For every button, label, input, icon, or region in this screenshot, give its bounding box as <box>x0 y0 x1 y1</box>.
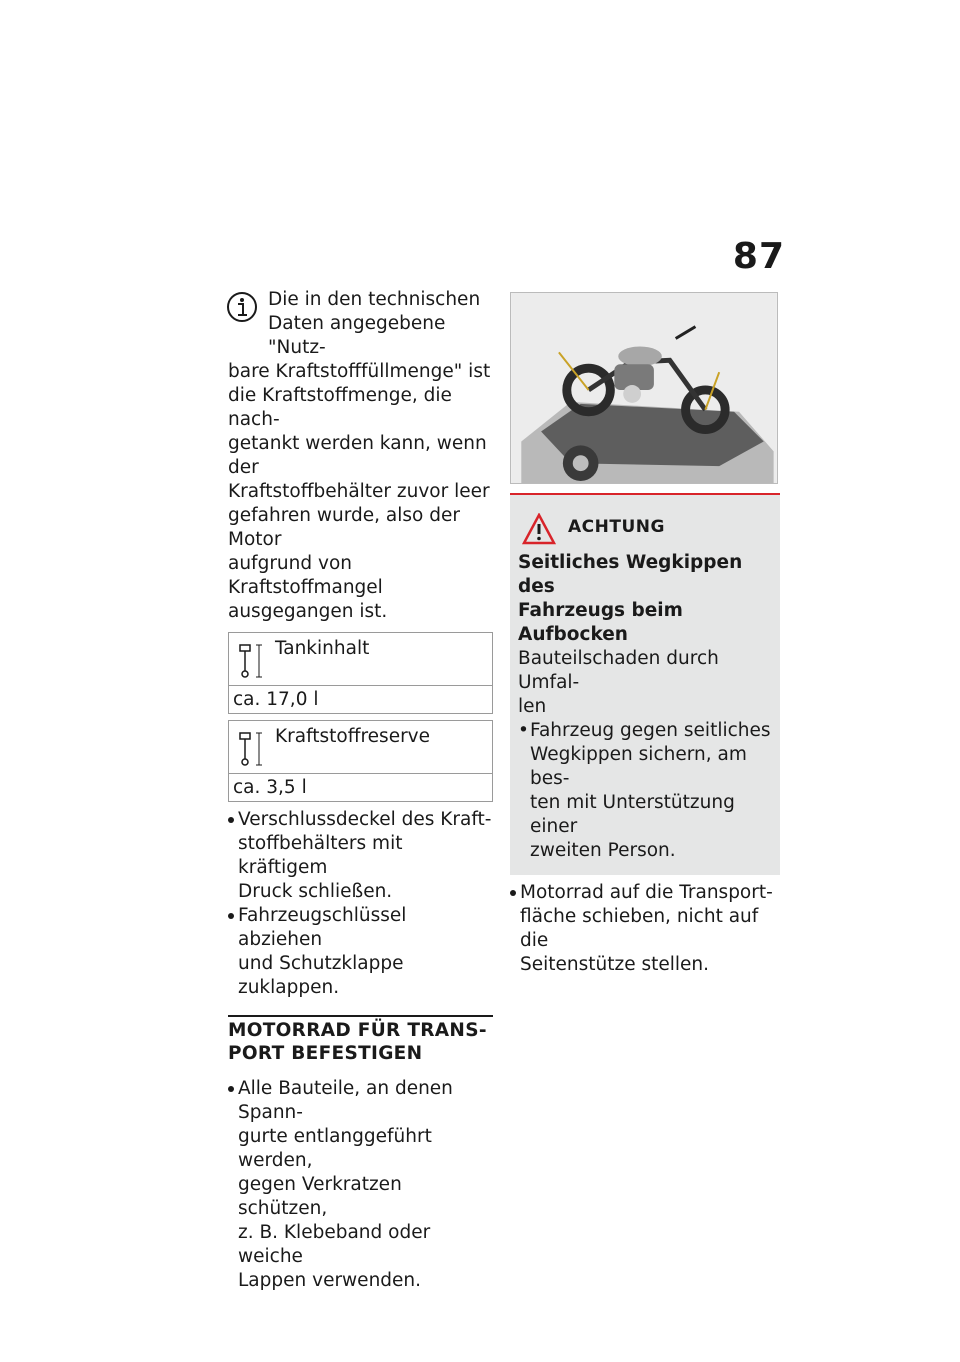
info-icon <box>225 290 259 324</box>
left-column <box>228 288 493 1293</box>
motorcycle-on-trailer-photo <box>510 292 778 484</box>
info-text-line: Kraftstoffbehälter zuvor leer <box>228 481 490 502</box>
info-text-line: gefahren wurde, also der Motor <box>228 505 460 550</box>
section-title: PORT BEFESTIGEN <box>228 1043 423 1064</box>
warning-subtitle: Seitliches Wegkippen des <box>518 552 743 597</box>
fuel-gauge-icon <box>237 729 265 769</box>
info-text-line: Daten angegebene "Nutz- <box>268 313 446 358</box>
warning-text: len <box>518 696 547 717</box>
list-item: Alle Bauteile, an denen Spann- gurte entlanggeführt werden, gegen Verkratzen schützen, z. B. Klebeband oder weiche Lappen verwenden. <box>228 1077 493 1293</box>
warning-box <box>510 493 780 875</box>
spec-tank-capacity <box>228 632 493 714</box>
list-item: Fahrzeugschlüssel abziehen und Schutzklappe zuklappen. <box>228 904 493 1000</box>
spec-label: Kraftstoffreserve <box>275 726 431 747</box>
fuel-gauge-icon <box>237 641 265 681</box>
info-note <box>228 288 493 624</box>
warning-triangle-icon <box>522 513 556 545</box>
info-text-line: die Kraftstoffmenge, die nach- <box>228 385 452 430</box>
warning-text: Bauteilschaden durch Umfal- <box>518 648 719 693</box>
bullet-list <box>228 1077 493 1293</box>
spec-value: ca. 3,5 l <box>233 777 307 798</box>
warning-list <box>518 719 772 863</box>
spec-fuel-reserve <box>228 720 493 802</box>
spec-label: Tankinhalt <box>275 638 370 659</box>
info-text-line: ausgegangen ist. <box>228 601 388 622</box>
list-item: Motorrad auf die Transport- fläche schieben, nicht auf die Seitenstütze stellen. <box>510 881 780 977</box>
spec-value: ca. 17,0 l <box>233 689 319 710</box>
section-title: MOTORRAD FÜR TRANS- <box>228 1020 487 1041</box>
page-number: 87 <box>732 236 785 277</box>
warning-subtitle: Fahrzeugs beim Aufbocken <box>518 600 683 645</box>
list-item: • Fahrzeug gegen seitliches Wegkippen sichern, am bes- ten mit Unterstützung einer zweiten Person. <box>518 719 772 863</box>
info-text-line: bare Kraftstofffüllmenge" ist <box>228 361 491 382</box>
info-text-line: Die in den technischen <box>268 289 481 310</box>
right-column <box>510 292 780 977</box>
bullet-list <box>510 881 780 977</box>
bullet-list <box>228 808 493 1000</box>
warning-title: ACHTUNG <box>568 517 665 537</box>
list-item: Verschlussdeckel des Kraft- stoffbehälters mit kräftigem Druck schließen. <box>228 808 493 904</box>
section-heading <box>228 1015 493 1065</box>
info-text-line: aufgrund von Kraftstoffmangel <box>228 553 383 598</box>
info-text-line: getankt werden kann, wenn der <box>228 433 487 478</box>
